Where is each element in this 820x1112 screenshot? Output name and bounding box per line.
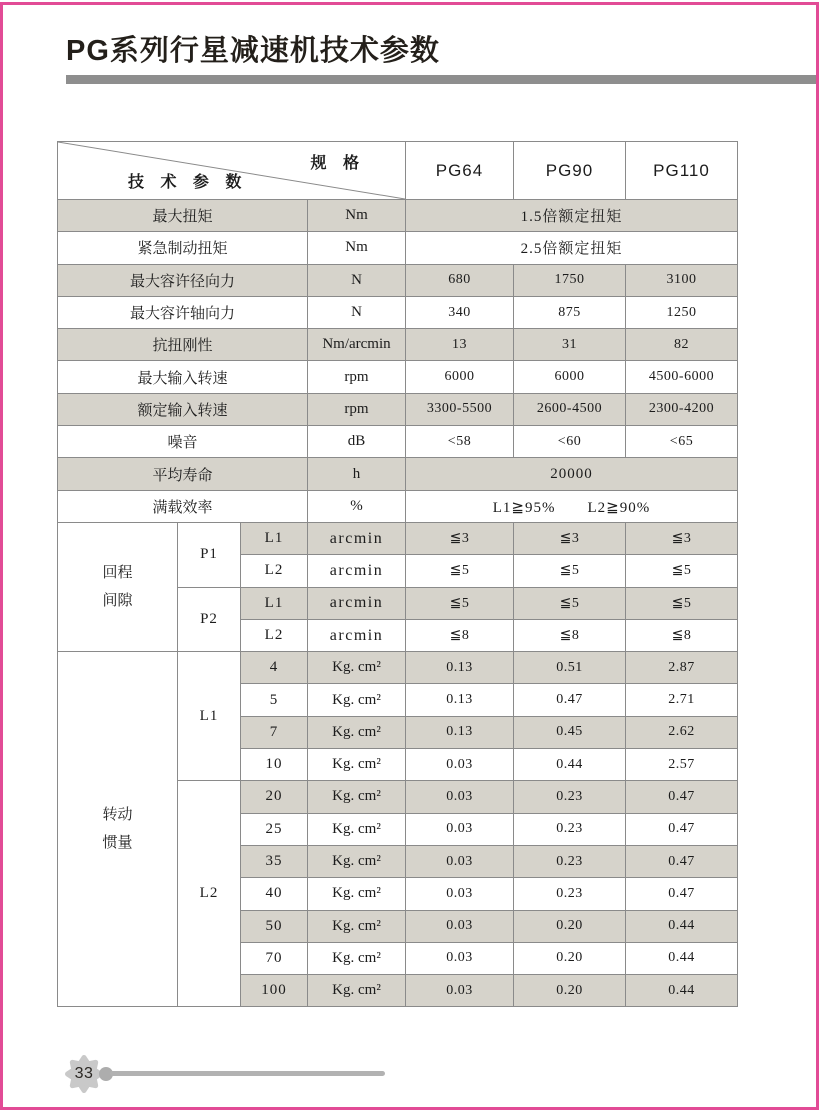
unit-cell: Kg. cm²: [308, 716, 406, 748]
param-name-cell: 最大容许径向力: [58, 264, 308, 296]
column-header-pg110: PG110: [626, 142, 738, 200]
table-row: [58, 232, 738, 264]
ratio-cell: 20: [241, 781, 308, 813]
unit-cell: arcmin: [308, 555, 406, 587]
precision-grade-cell: P1: [178, 522, 241, 587]
unit-cell: dB: [308, 426, 406, 458]
unit-cell: Kg. cm²: [308, 749, 406, 781]
merged-value-cell: 20000: [406, 458, 738, 490]
value-cell: ≦5: [406, 555, 514, 587]
param-name-cell: 紧急制动扭矩: [58, 232, 308, 264]
column-header-pg64: PG64: [406, 142, 514, 200]
value-cell: 2300-4200: [626, 393, 738, 425]
value-cell: ≦5: [514, 587, 626, 619]
value-cell: 0.20: [514, 910, 626, 942]
stage-cell: L1: [241, 587, 308, 619]
inertia-section-label: 转动 惯量: [58, 652, 178, 1007]
value-cell: 3100: [626, 264, 738, 296]
merged-value-cell: 1.5倍额定扭矩: [406, 200, 738, 232]
value-cell: <65: [626, 426, 738, 458]
unit-cell: Kg. cm²: [308, 975, 406, 1007]
backlash-section-label: 回程 间隙: [58, 522, 178, 651]
ratio-cell: 100: [241, 975, 308, 1007]
unit-cell: %: [308, 490, 406, 522]
value-cell: 0.44: [514, 749, 626, 781]
table-row: [58, 426, 738, 458]
unit-cell: h: [308, 458, 406, 490]
table-row: [58, 393, 738, 425]
value-cell: 875: [514, 296, 626, 328]
value-cell: 2.62: [626, 716, 738, 748]
unit-cell: Nm: [308, 232, 406, 264]
param-name-cell: 满载效率: [58, 490, 308, 522]
value-cell: 0.13: [406, 716, 514, 748]
value-cell: ≦5: [626, 587, 738, 619]
value-cell: 2600-4500: [514, 393, 626, 425]
value-cell: ≦5: [514, 555, 626, 587]
table-row: [58, 652, 738, 684]
value-cell: 0.47: [626, 845, 738, 877]
table-row: [58, 361, 738, 393]
value-cell: ≦5: [406, 587, 514, 619]
value-cell: 0.47: [514, 684, 626, 716]
page-footer: [0, 1048, 820, 1103]
value-cell: 2.57: [626, 749, 738, 781]
ratio-cell: 40: [241, 878, 308, 910]
spec-axis-label: 规 格: [310, 155, 365, 172]
value-cell: 1750: [514, 264, 626, 296]
value-cell: 0.13: [406, 684, 514, 716]
unit-cell: arcmin: [308, 619, 406, 651]
footer-divider-line: [110, 1071, 385, 1076]
value-cell: 0.45: [514, 716, 626, 748]
unit-cell: rpm: [308, 393, 406, 425]
unit-cell: Kg. cm²: [308, 942, 406, 974]
unit-cell: N: [308, 296, 406, 328]
merged-value-cell: 2.5倍额定扭矩: [406, 232, 738, 264]
param-name-cell: 最大容许轴向力: [58, 296, 308, 328]
value-cell: 680: [406, 264, 514, 296]
ratio-cell: 4: [241, 652, 308, 684]
value-cell: 1250: [626, 296, 738, 328]
param-name-cell: 最大输入转速: [58, 361, 308, 393]
page-title: PG系列行星减速机技术参数: [66, 35, 440, 67]
value-cell: 340: [406, 296, 514, 328]
param-name-cell: 平均寿命: [58, 458, 308, 490]
table-row: [58, 458, 738, 490]
value-cell: 2.87: [626, 652, 738, 684]
spec-table: [57, 141, 738, 1007]
value-cell: 0.03: [406, 845, 514, 877]
ratio-cell: 35: [241, 845, 308, 877]
unit-cell: Kg. cm²: [308, 781, 406, 813]
param-name-cell: 额定输入转速: [58, 393, 308, 425]
value-cell: 0.23: [514, 813, 626, 845]
table-row: [58, 296, 738, 328]
stage-group-cell: L1: [178, 652, 241, 781]
value-cell: ≦3: [626, 522, 738, 554]
value-cell: 0.23: [514, 878, 626, 910]
value-cell: 0.47: [626, 878, 738, 910]
column-header-pg90: PG90: [514, 142, 626, 200]
spec-table-body: [58, 200, 738, 1007]
value-cell: 0.03: [406, 910, 514, 942]
unit-cell: arcmin: [308, 587, 406, 619]
value-cell: 0.44: [626, 942, 738, 974]
table-row: [58, 200, 738, 232]
value-cell: 0.44: [626, 910, 738, 942]
table-row: [58, 490, 738, 522]
param-name-cell: 最大扭矩: [58, 200, 308, 232]
stage-cell: L2: [241, 619, 308, 651]
value-cell: 0.47: [626, 813, 738, 845]
value-cell: 0.20: [514, 942, 626, 974]
unit-cell: Kg. cm²: [308, 845, 406, 877]
value-cell: ≦3: [406, 522, 514, 554]
value-cell: 6000: [406, 361, 514, 393]
stage-cell: L2: [241, 555, 308, 587]
value-cell: 0.03: [406, 942, 514, 974]
value-cell: ≦3: [514, 522, 626, 554]
precision-grade-cell: P2: [178, 587, 241, 652]
ratio-cell: 25: [241, 813, 308, 845]
value-cell: 2.71: [626, 684, 738, 716]
value-cell: 0.03: [406, 749, 514, 781]
value-cell: ≦8: [626, 619, 738, 651]
value-cell: 0.03: [406, 878, 514, 910]
ratio-cell: 50: [241, 910, 308, 942]
value-cell: 6000: [514, 361, 626, 393]
unit-cell: Nm/arcmin: [308, 329, 406, 361]
unit-cell: Kg. cm²: [308, 652, 406, 684]
value-cell: 3300-5500: [406, 393, 514, 425]
title-underline-bar: [66, 75, 816, 84]
value-cell: 0.20: [514, 975, 626, 1007]
stage-group-cell: L2: [178, 781, 241, 1007]
param-name-cell: 噪音: [58, 426, 308, 458]
value-cell: 0.44: [626, 975, 738, 1007]
value-cell: <60: [514, 426, 626, 458]
unit-cell: Kg. cm²: [308, 684, 406, 716]
unit-cell: Kg. cm²: [308, 878, 406, 910]
value-cell: 4500-6000: [626, 361, 738, 393]
ratio-cell: 70: [241, 942, 308, 974]
table-row: [58, 264, 738, 296]
value-cell: 0.03: [406, 813, 514, 845]
value-cell: 82: [626, 329, 738, 361]
value-cell: 13: [406, 329, 514, 361]
table-row: [58, 329, 738, 361]
param-axis-label: 技 术 参 数: [128, 174, 248, 191]
page-number: 33: [74, 1065, 94, 1082]
ratio-cell: 10: [241, 749, 308, 781]
unit-cell: Nm: [308, 200, 406, 232]
value-cell: 0.47: [626, 781, 738, 813]
value-cell: 0.51: [514, 652, 626, 684]
stage-cell: L1: [241, 522, 308, 554]
param-name-cell: 抗扭刚性: [58, 329, 308, 361]
ratio-cell: 5: [241, 684, 308, 716]
value-cell: 0.03: [406, 781, 514, 813]
unit-cell: rpm: [308, 361, 406, 393]
value-cell: ≦8: [514, 619, 626, 651]
table-row: [58, 522, 738, 554]
unit-cell: Kg. cm²: [308, 813, 406, 845]
merged-value-cell: L1≧95% L2≧90%: [406, 490, 738, 522]
value-cell: 0.23: [514, 781, 626, 813]
unit-cell: arcmin: [308, 522, 406, 554]
value-cell: ≦8: [406, 619, 514, 651]
table-header-row: [58, 142, 738, 200]
value-cell: 0.03: [406, 975, 514, 1007]
value-cell: 0.13: [406, 652, 514, 684]
ratio-cell: 7: [241, 716, 308, 748]
value-cell: ≦5: [626, 555, 738, 587]
value-cell: 0.23: [514, 845, 626, 877]
value-cell: <58: [406, 426, 514, 458]
table-corner-cell: [58, 142, 406, 200]
unit-cell: Kg. cm²: [308, 910, 406, 942]
unit-cell: N: [308, 264, 406, 296]
value-cell: 31: [514, 329, 626, 361]
